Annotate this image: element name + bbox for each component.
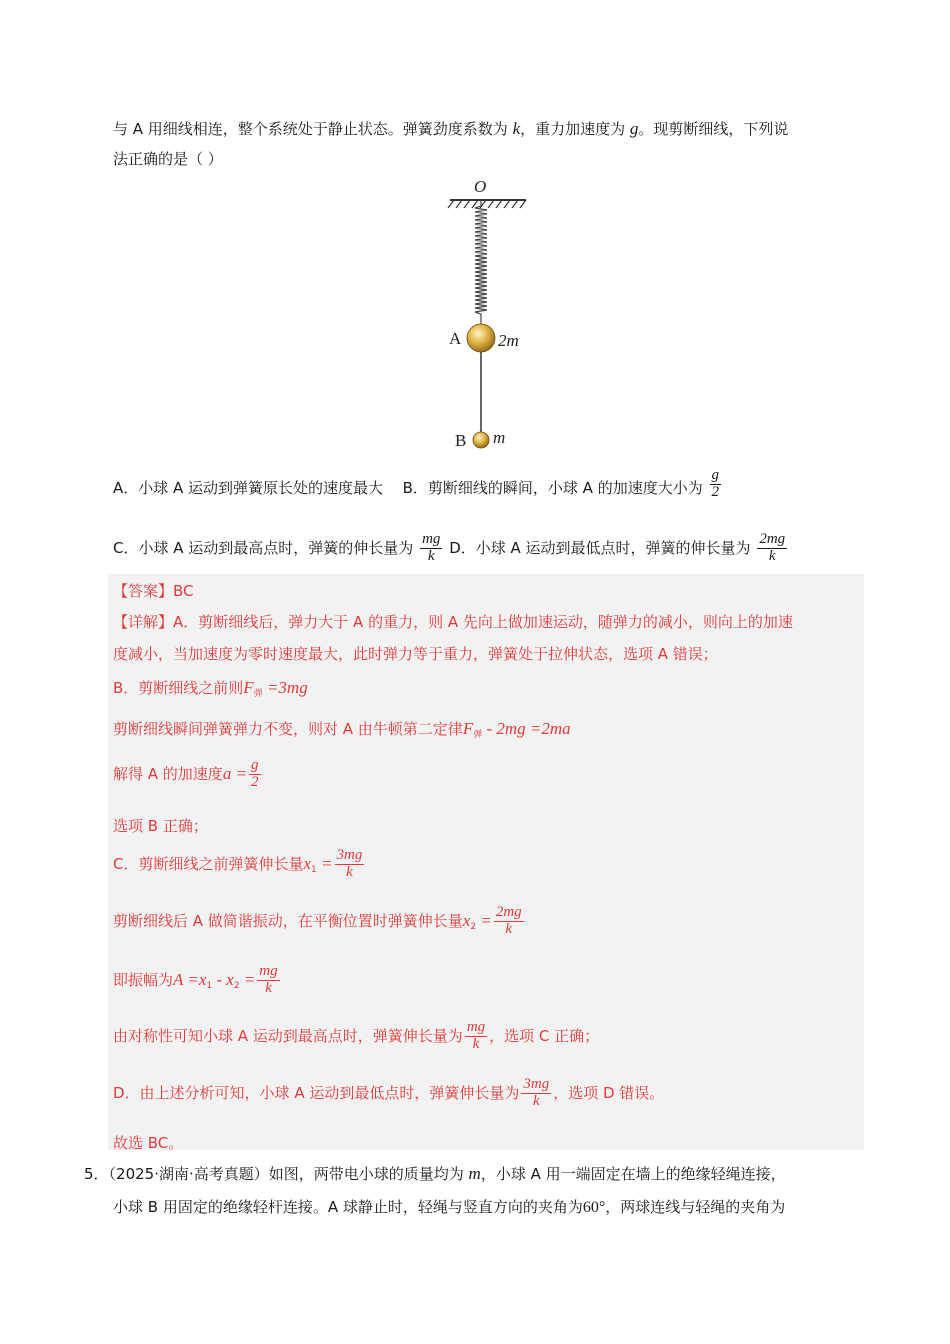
detail-line-8: [113, 905, 526, 938]
question-text: ，两球连线与轻绳的夹角为: [605, 1198, 786, 1216]
label-o: O: [474, 177, 487, 196]
detail-line-10: [113, 1020, 599, 1053]
answer-value: BC: [173, 582, 194, 600]
equation: A =x: [173, 969, 207, 989]
subscript: 弹: [473, 730, 483, 740]
detail-line-11: [113, 1077, 664, 1110]
question-text: 法正确的是（ ）: [113, 150, 223, 168]
answer-label: 【答案】: [113, 582, 174, 600]
option-b: B．剪断细线的瞬间，小球 A 的加速度大小为: [402, 478, 703, 497]
detail-line-7: [113, 848, 366, 881]
option-row-ab: [113, 467, 723, 501]
spring-ball-figure: [430, 172, 550, 462]
symbol-f: F: [462, 719, 474, 738]
detail-line-6: [113, 815, 208, 836]
symbol-g: g: [629, 119, 639, 138]
option-c: C．小球 A 运动到最高点时，弹簧的伸长量为: [113, 538, 414, 557]
q5-line-1: [84, 1163, 786, 1184]
detail-text: 由对称性可知小球 A 运动到最高点时，弹簧伸长量为: [113, 1026, 463, 1045]
label-m: m: [493, 428, 506, 447]
equation: =: [476, 910, 492, 930]
symbol-k: k: [512, 119, 521, 138]
detail-line-9: [113, 964, 282, 997]
option-c-fraction: $\frac{mg}{k}$: [422, 531, 441, 564]
label-a: A: [449, 329, 462, 348]
question-text: ，重力加速度为: [520, 120, 630, 138]
option-row-cd: [113, 532, 789, 565]
detail-text: A．剪断细线后，弹力大于 A 的重力，则 A 先向上做加速运动，随弹力的减小，则向上的加速: [173, 613, 793, 631]
question-text: 。现剪断细线，下列说: [638, 120, 789, 138]
detail-line-5: [113, 758, 263, 791]
detail-text: ，选项 D 错误。: [553, 1083, 665, 1102]
symbol-f: F: [243, 678, 254, 697]
angle-value: 60°: [582, 1199, 606, 1216]
detail-label: 【详解】: [113, 613, 174, 631]
detail-text: 故选 BC。: [113, 1134, 184, 1152]
detail-text: 解得 A 的加速度: [113, 764, 223, 783]
symbol-x: x: [303, 853, 312, 873]
detail-text: D．由上述分析可知，小球 A 运动到最低点时，弹簧伸长量为: [113, 1083, 520, 1102]
option-a: A．小球 A 运动到弹簧原长处的速度最大: [113, 478, 384, 497]
option-b-fraction: $\frac{g}{2}$: [711, 467, 719, 500]
question-text-line-2: [113, 148, 223, 169]
detail-text: 剪断细线瞬间弹簧弹力不变，则对 A 由牛顿第二定律: [113, 720, 463, 738]
fraction: $\frac{mg}{k}$: [259, 963, 278, 996]
question-text-line-1: [113, 118, 788, 139]
equation: - 2mg =2ma: [482, 719, 571, 738]
symbol-m: m: [468, 1164, 481, 1183]
equation: a =: [222, 763, 248, 783]
detail-line-3: [113, 677, 308, 699]
subscript: 1: [206, 980, 213, 991]
equation: =: [239, 969, 256, 989]
detail-line-2: [113, 643, 718, 664]
fraction: $\frac{g}{2}$: [251, 757, 259, 790]
detail-line-1: [113, 611, 793, 632]
spring-diagram: [430, 172, 550, 462]
label-2m: 2m: [498, 331, 519, 350]
detail-line-4: [113, 718, 571, 740]
detail-text: 剪断细线后 A 做简谐振动，在平衡位置时弹簧伸长量: [113, 911, 463, 930]
equation: =3mg: [262, 678, 308, 697]
option-d-fraction: $\frac{2mg}{k}$: [759, 531, 786, 564]
detail-text: 度减小，当加速度为零时速度最大，此时弹力等于重力，弹簧处于拉伸状态，选项 A 错误；: [113, 645, 718, 663]
detail-text: B．剪断细线之前则: [113, 679, 244, 697]
equation: - x: [212, 969, 234, 989]
subscript: 2: [470, 921, 477, 932]
detail-text: C．剪断细线之前弹簧伸长量: [113, 854, 304, 873]
fraction: $\frac{2mg}{k}$: [495, 904, 522, 937]
detail-text: 选项 B 正确；: [113, 817, 208, 835]
q5-line-2: [113, 1196, 785, 1217]
subscript: 弹: [253, 689, 263, 699]
option-d: D．小球 A 运动到最低点时，弹簧的伸长量为: [449, 538, 751, 557]
equation: =: [316, 853, 333, 873]
answer-line: [113, 580, 194, 601]
detail-text: 即振幅为: [113, 970, 174, 989]
detail-text: ，选项 C 正确；: [489, 1026, 600, 1045]
question-text: （2025·湖南·高考真题）如图，两带电小球的质量均为: [108, 1165, 469, 1183]
symbol-x: x: [462, 910, 471, 930]
fraction: $\frac{3mg}{k}$: [336, 847, 363, 880]
question-text: 小球 B 用固定的绝缘轻杆连接。A 球静止时，轻绳与竖直方向的夹角为: [113, 1198, 583, 1216]
fraction: $\frac{mg}{k}$: [466, 1019, 486, 1052]
subscript: 2: [233, 980, 240, 991]
question-text: ，小球 A 用一端固定在墙上的绝缘轻绳连接，: [480, 1165, 786, 1183]
ball-b: [473, 432, 489, 448]
question-text: 与 A 用细线相连，整个系统处于静止状态。弹簧劲度系数为: [113, 120, 513, 138]
ball-a: [467, 324, 495, 352]
label-b: B: [455, 431, 467, 450]
subscript: 1: [311, 864, 317, 875]
question-number: 5．: [84, 1165, 109, 1183]
detail-line-12: [113, 1132, 183, 1153]
fraction: $\frac{3mg}{k}$: [523, 1076, 550, 1109]
